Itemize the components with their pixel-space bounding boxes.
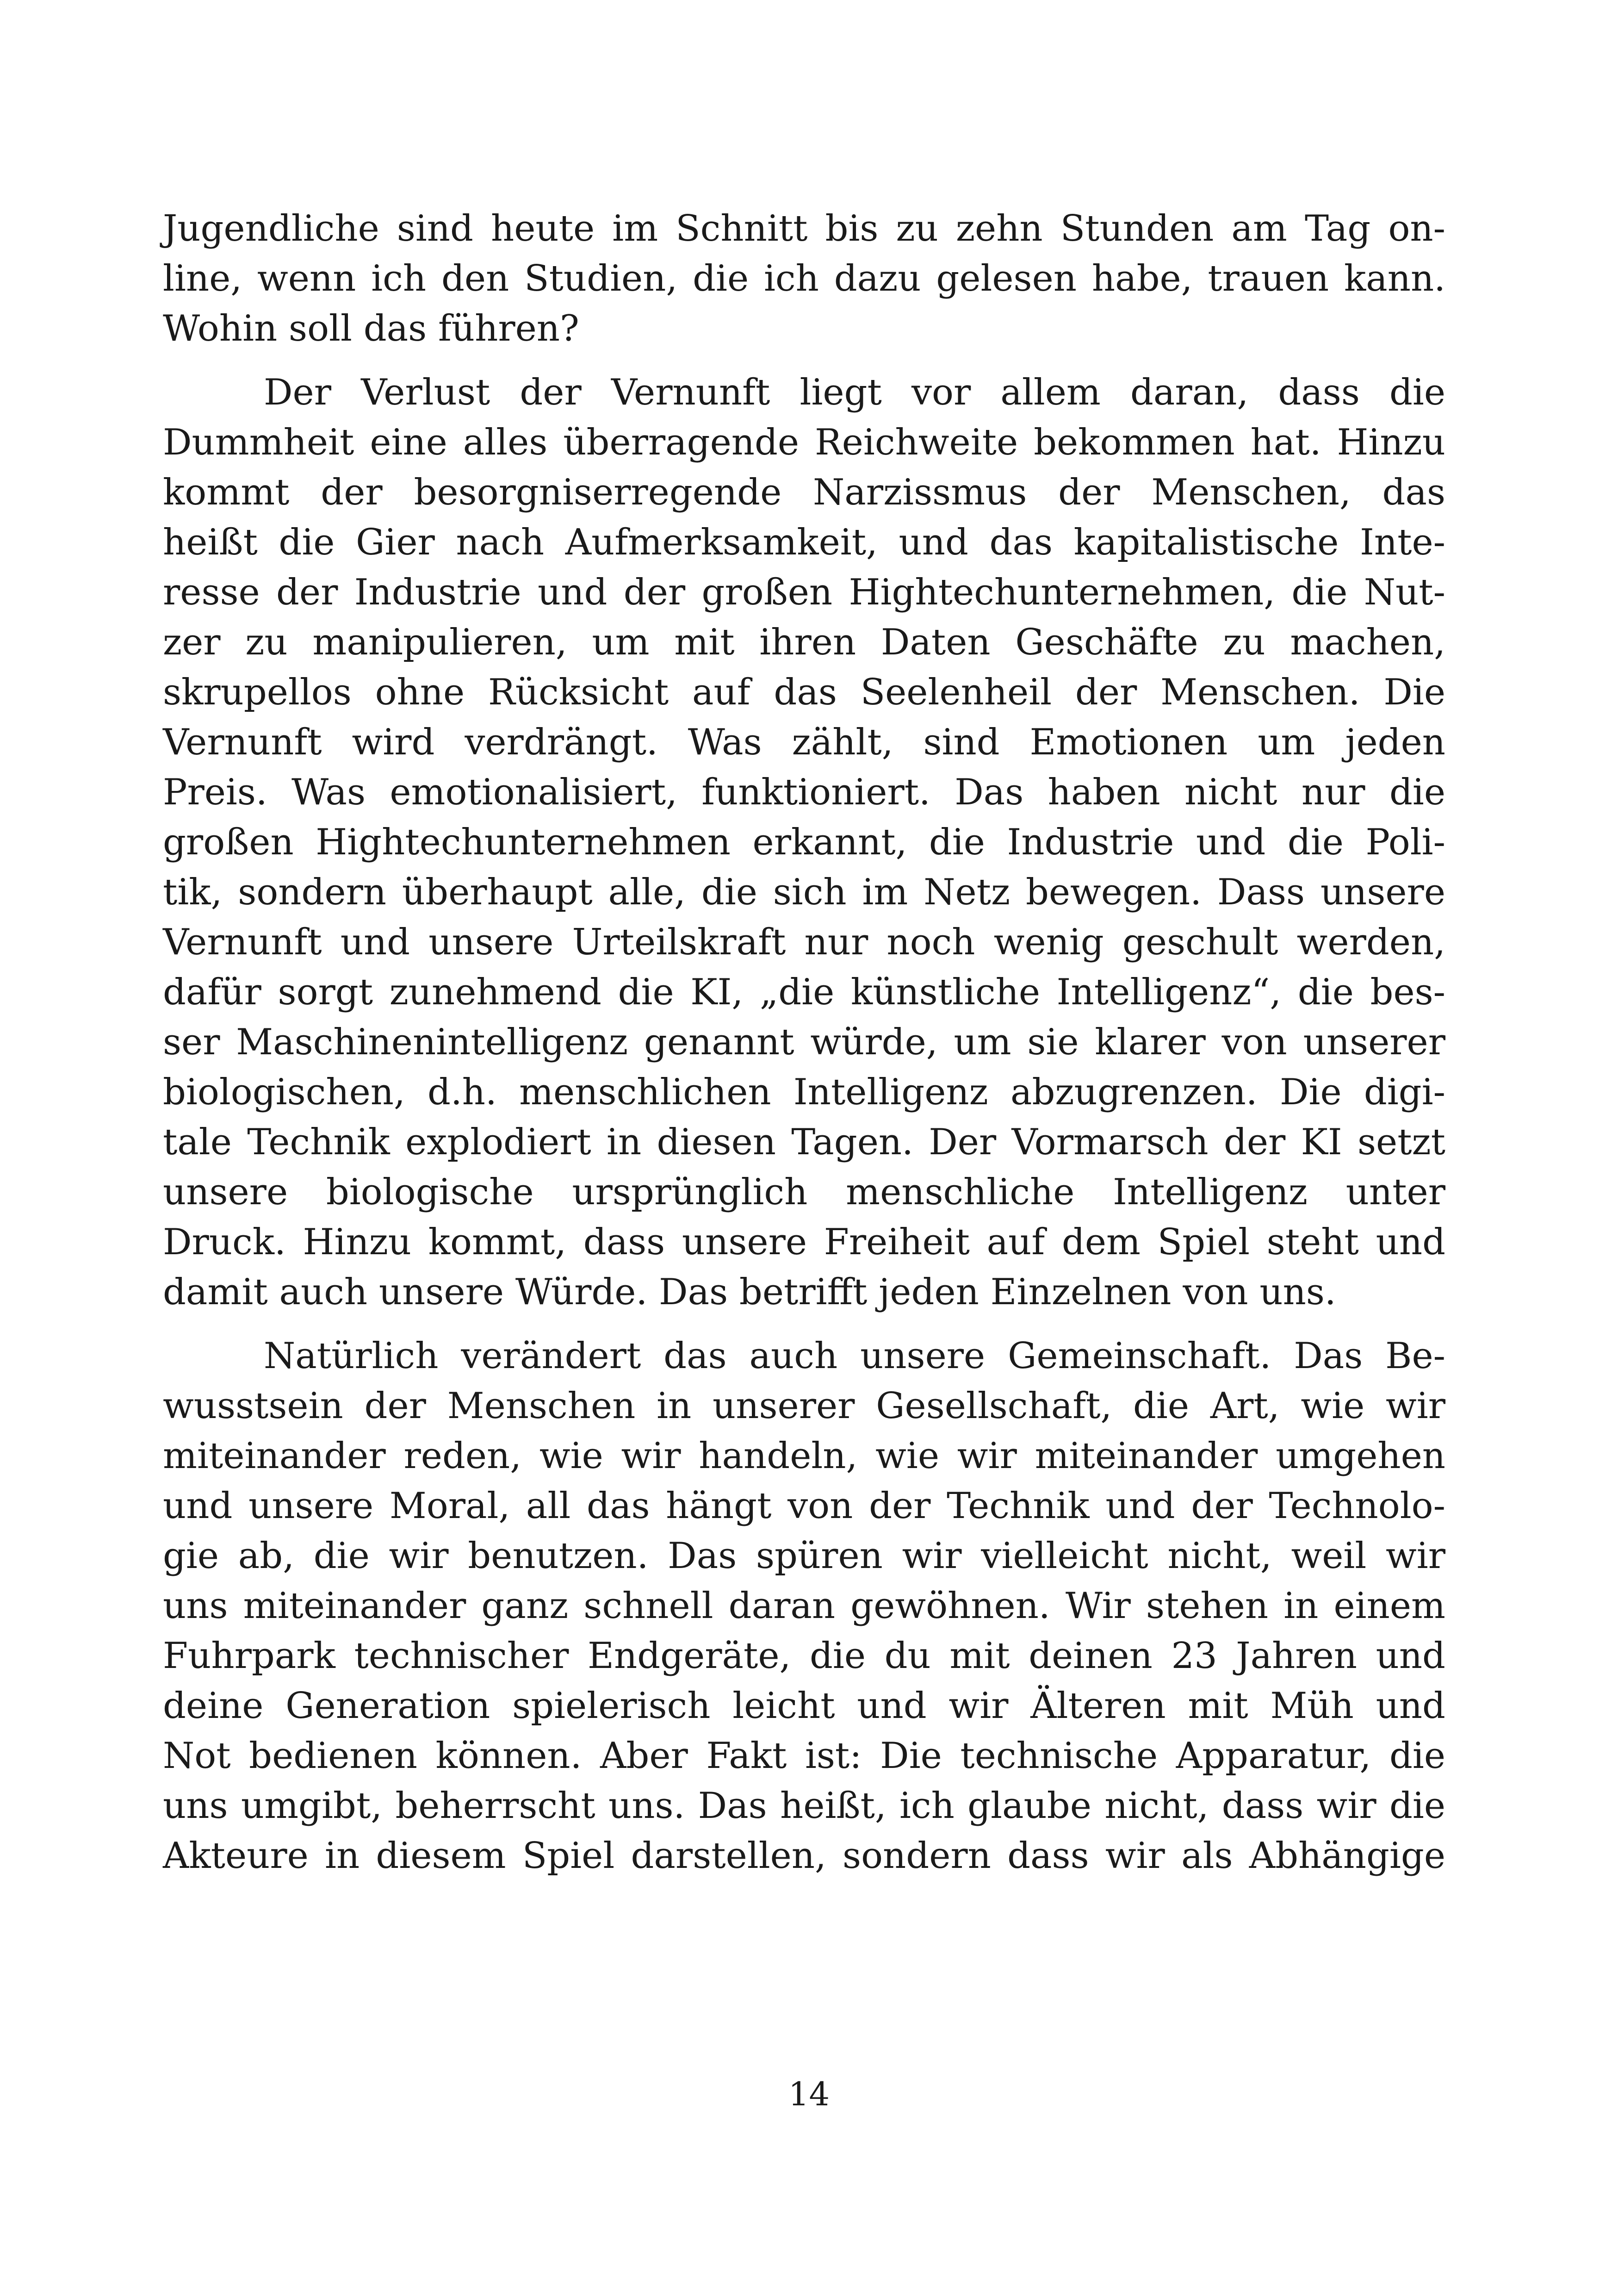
text-line: wusstsein der Menschen in unserer Gesellschaft, die Art, wie wir xyxy=(163,1385,1445,1427)
text-line: Wohin soll das führen? xyxy=(163,308,579,349)
text-line: Dummheit eine alles überragende Reichweite bekommen hat. Hinzu xyxy=(163,422,1445,463)
page-number: 14 xyxy=(788,2075,830,2113)
paragraph-2 xyxy=(163,367,1445,1317)
text-line: Natürlich verändert das auch unsere Gemeinschaft. Das Be- xyxy=(264,1335,1445,1377)
text-line: damit auch unsere Würde. Das betrifft jeden Einzelnen von uns. xyxy=(163,1271,1336,1313)
text-line: Not bedienen können. Aber Fakt ist: Die technische Apparatur, die xyxy=(163,1735,1445,1777)
text-line: line, wenn ich den Studien, die ich dazu gelesen habe, trauen kann. xyxy=(163,258,1445,299)
text-line: Jugendliche sind heute im Schnitt bis zu zehn Stunden am Tag on- xyxy=(163,208,1445,249)
paragraph-1 xyxy=(163,204,1445,354)
text-line: Vernunft und unsere Urteilskraft nur noch wenig geschult werden, xyxy=(163,921,1445,963)
text-line: unsere biologische ursprünglich menschliche Intelligenz unter xyxy=(163,1171,1445,1213)
text-line: Der Verlust der Vernunft liegt vor allem daran, dass die xyxy=(264,372,1445,413)
body-text xyxy=(163,204,1445,1881)
text-line: ser Maschinenintelligenz genannt würde, um sie klarer von unserer xyxy=(163,1021,1445,1063)
text-line: deine Generation spielerisch leicht und wir Älteren mit Müh und xyxy=(163,1685,1445,1727)
text-line: großen Hightechunternehmen erkannt, die Industrie und die Poli- xyxy=(163,821,1445,863)
text-line: miteinander reden, wie wir handeln, wie wir miteinander umgehen xyxy=(163,1435,1445,1477)
text-line: kommt der besorgniserregende Narzissmus der Menschen, das xyxy=(163,472,1445,513)
text-line: dafür sorgt zunehmend die KI, „die künstliche Intelligenz“, die bes- xyxy=(163,971,1445,1013)
text-line: Druck. Hinzu kommt, dass unsere Freiheit auf dem Spiel steht und xyxy=(163,1221,1445,1263)
text-line: tik, sondern überhaupt alle, die sich im Netz bewegen. Dass unsere xyxy=(163,871,1445,913)
text-line: resse der Industrie und der großen Hightechunternehmen, die Nut- xyxy=(163,572,1445,613)
text-line: Fuhrpark technischer Endgeräte, die du mit deinen 23 Jahren und xyxy=(163,1635,1445,1677)
text-line: skrupellos ohne Rücksicht auf das Seelenheil der Menschen. Die xyxy=(163,672,1445,713)
text-line: heißt die Gier nach Aufmerksamkeit, und das kapitalistische Inte- xyxy=(163,522,1445,563)
paragraph-3 xyxy=(163,1331,1445,1881)
text-line: biologischen, d.h. menschlichen Intelligenz abzugrenzen. Die digi- xyxy=(163,1071,1445,1113)
text-line: Preis. Was emotionalisiert, funktioniert. Das haben nicht nur die xyxy=(163,772,1445,813)
text-line: Akteure in diesem Spiel darstellen, sondern dass wir als Abhängige xyxy=(163,1835,1445,1877)
text-line: uns miteinander ganz schnell daran gewöhnen. Wir stehen in einem xyxy=(163,1585,1445,1627)
text-line: gie ab, die wir benutzen. Das spüren wir vielleicht nicht, weil wir xyxy=(163,1535,1445,1577)
text-line: und unsere Moral, all das hängt von der Technik und der Technolo- xyxy=(163,1485,1445,1527)
text-line: uns umgibt, beherrscht uns. Das heißt, ich glaube nicht, dass wir die xyxy=(163,1785,1445,1827)
text-line: zer zu manipulieren, um mit ihren Daten Geschäfte zu machen, xyxy=(163,622,1445,663)
text-line: tale Technik explodiert in diesen Tagen. Der Vormarsch der KI setzt xyxy=(163,1121,1445,1163)
text-line: Vernunft wird verdrängt. Was zählt, sind Emotionen um jeden xyxy=(163,722,1445,763)
